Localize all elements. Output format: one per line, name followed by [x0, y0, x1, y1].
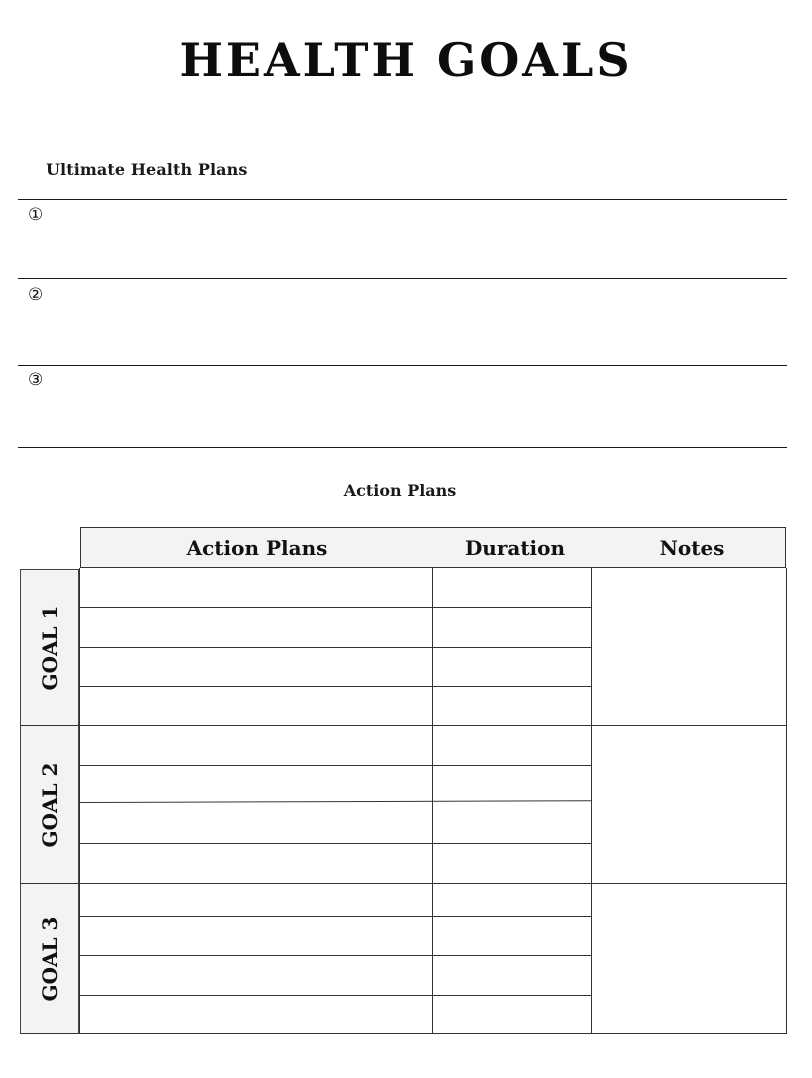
goal-3-action-1[interactable]: [82, 885, 430, 915]
goal-1-notes[interactable]: [594, 570, 784, 724]
page-title: HEALTH GOALS: [179, 33, 633, 87]
goal-3-label-cell: [20, 883, 79, 1034]
goal-3-duration-1[interactable]: [434, 885, 589, 915]
row-line: [80, 765, 591, 766]
goal-3-action-3[interactable]: [82, 957, 430, 994]
goal-3-action-4[interactable]: [82, 997, 430, 1032]
goal-2-action-3[interactable]: [82, 804, 430, 842]
goal-2-duration-2[interactable]: [434, 767, 589, 801]
goal-2-action-1[interactable]: [82, 727, 430, 764]
row-line: [80, 647, 591, 648]
row-line: [80, 843, 591, 844]
plan-marker-3: ③: [28, 370, 44, 390]
row-line: [80, 955, 591, 956]
row-line: [80, 916, 591, 917]
column-header-notes: Notes: [659, 536, 725, 560]
goal-3-notes[interactable]: [594, 885, 784, 1032]
goal-3-duration-3[interactable]: [434, 957, 589, 994]
goal-1-action-1[interactable]: [82, 570, 430, 606]
row-line: [80, 995, 591, 996]
goal-2-duration-4[interactable]: [434, 845, 589, 882]
goal-3-action-2[interactable]: [82, 918, 430, 954]
column-header-action-plans: Action Plans: [186, 536, 328, 560]
goal-1-duration-2[interactable]: [434, 609, 589, 646]
column-divider: [591, 568, 592, 1033]
divider-line: [18, 278, 787, 279]
goal-3-duration-4[interactable]: [434, 997, 589, 1032]
goal-2-action-2[interactable]: [82, 767, 430, 801]
table-border-bottom: [20, 1033, 787, 1034]
goal-3-duration-2[interactable]: [434, 918, 589, 954]
goal-2-notes[interactable]: [594, 727, 784, 882]
plan-entry-3[interactable]: [60, 370, 780, 440]
goal-1-label-cell: [20, 569, 79, 726]
row-line: [80, 686, 591, 687]
goal-2-label-cell: [20, 725, 79, 884]
ultimate-plans-heading: Ultimate Health Plans: [46, 160, 248, 179]
goal-1-duration-4[interactable]: [434, 688, 589, 724]
goal-2-label: GOAL 2: [37, 762, 62, 847]
goal-3-label: GOAL 3: [37, 916, 62, 1001]
plan-entry-2[interactable]: [60, 285, 780, 359]
goal-2-duration-1[interactable]: [434, 727, 589, 764]
goal-2-action-4[interactable]: [82, 845, 430, 882]
goal-1-action-3[interactable]: [82, 649, 430, 685]
goal-1-duration-3[interactable]: [434, 649, 589, 685]
goal-1-duration-1[interactable]: [434, 570, 589, 606]
divider-line: [18, 199, 787, 200]
divider-line: [18, 447, 787, 448]
table-border-right: [786, 568, 787, 1033]
goal-1-action-4[interactable]: [82, 688, 430, 724]
row-line: [80, 607, 591, 608]
action-plans-heading: Action Plans: [343, 481, 457, 500]
table-border-left: [79, 568, 80, 1033]
goal-separator: [20, 725, 787, 726]
goal-1-action-2[interactable]: [82, 609, 430, 646]
divider-line: [18, 365, 787, 366]
table-header: [80, 527, 786, 568]
column-header-duration: Duration: [464, 536, 566, 560]
plan-entry-1[interactable]: [60, 205, 780, 271]
goal-2-duration-3[interactable]: [434, 804, 589, 842]
plan-marker-2: ②: [28, 285, 44, 305]
plan-marker-1: ①: [28, 205, 44, 225]
goal-1-label: GOAL 1: [37, 605, 62, 690]
goal-separator: [20, 883, 787, 884]
